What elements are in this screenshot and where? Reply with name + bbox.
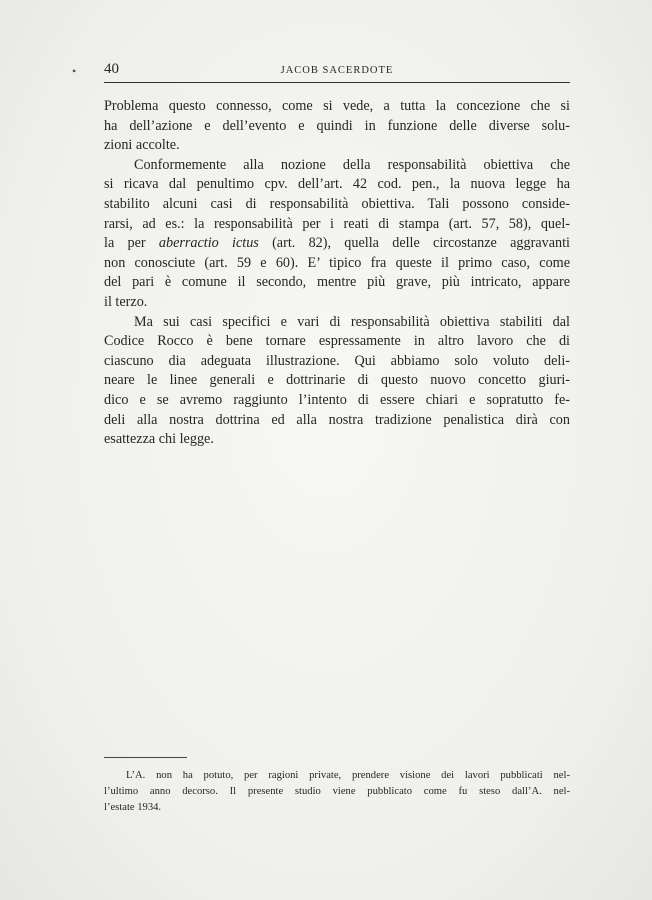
text-span: ha dell’azione e dell’evento e quindi in funzione delle diverse solu- [104, 117, 570, 134]
text-span: (art. 82), quella delle circostanze aggravanti [258, 235, 570, 252]
text-span: neare le linee generali e dottrinarie di questo nuovo concetto giuri- [104, 372, 570, 389]
text-span: Ma sui casi specifici e vari di responsabilità obiettiva stabiliti dal [134, 313, 570, 330]
text-span: del pari è comune il secondo, mentre più grave, più intricato, appare [104, 274, 570, 291]
text-line [104, 175, 570, 195]
text-line [104, 411, 570, 431]
text-line [104, 371, 570, 391]
text-span: ciascuno dia adeguata illustrazione. Qui abbiamo solo voluto deli- [104, 352, 570, 369]
footnote-divider [104, 757, 187, 758]
text-span: zioni accolte. [104, 137, 180, 154]
text-line [104, 332, 570, 352]
text-line [104, 156, 570, 176]
text-span: si ricava dal penultimo cpv. dell’art. 42 cod. pen., la nuova legge ha [104, 176, 570, 193]
text-span: dico e se avremo raggiunto l’intento di essere chiari e sopratutto fe- [104, 391, 570, 408]
text-span: la per [104, 235, 159, 252]
page-number: 40 [104, 61, 119, 77]
text-span: rarsi, ad es.: la responsabilità per i reati di stampa (art. 57, 58), quel- [104, 215, 570, 232]
margin-bullet-mark: • [72, 64, 77, 78]
text-line [104, 430, 570, 450]
text-line [104, 117, 570, 137]
text-line [104, 352, 570, 372]
text-line [104, 136, 570, 156]
text-line [104, 391, 570, 411]
footnote-line: l’estate 1934. [104, 802, 162, 813]
italic-term: aberractio ictus [158, 235, 259, 252]
text-line [104, 195, 570, 215]
text-span: stabilito alcuni casi di responsabilità obiettiva. Tali possono conside- [104, 195, 570, 212]
footnote [104, 768, 570, 816]
text-span: esattezza chi legge. [104, 431, 214, 448]
text-line [104, 273, 570, 293]
text-span: Conformemente alla nozione della responsabilità obiettiva che [134, 156, 570, 173]
text-line [104, 254, 570, 274]
text-span: Codice Rocco è bene tornare espressamente in altro lavoro che di [104, 333, 570, 350]
footnote-line: L’A. non ha potuto, per ragioni private, prendere visione dei lavori pubblicati nel- [126, 770, 570, 781]
text-span: il terzo. [104, 293, 148, 310]
text-line [104, 97, 570, 117]
text-line [104, 234, 570, 254]
text-span: non conosciute (art. 59 e 60). E’ tipico fra queste il primo caso, come [104, 254, 570, 271]
text-line [104, 215, 570, 235]
body-text [104, 97, 570, 450]
text-line [104, 313, 570, 333]
running-head: JACOB SACERDOTE [280, 65, 394, 76]
text-span: Problema questo connesso, come si vede, a tutta la concezione che si [104, 98, 570, 114]
text-line [104, 293, 570, 313]
text-span: deli alla nostra dottrina ed alla nostra tradizione penalistica dirà con [104, 411, 570, 428]
page-header [104, 60, 570, 83]
footnote-line: l’ultimo anno decorso. Il presente studio viene pubblicato come fu steso dall’A. nel- [104, 786, 570, 797]
